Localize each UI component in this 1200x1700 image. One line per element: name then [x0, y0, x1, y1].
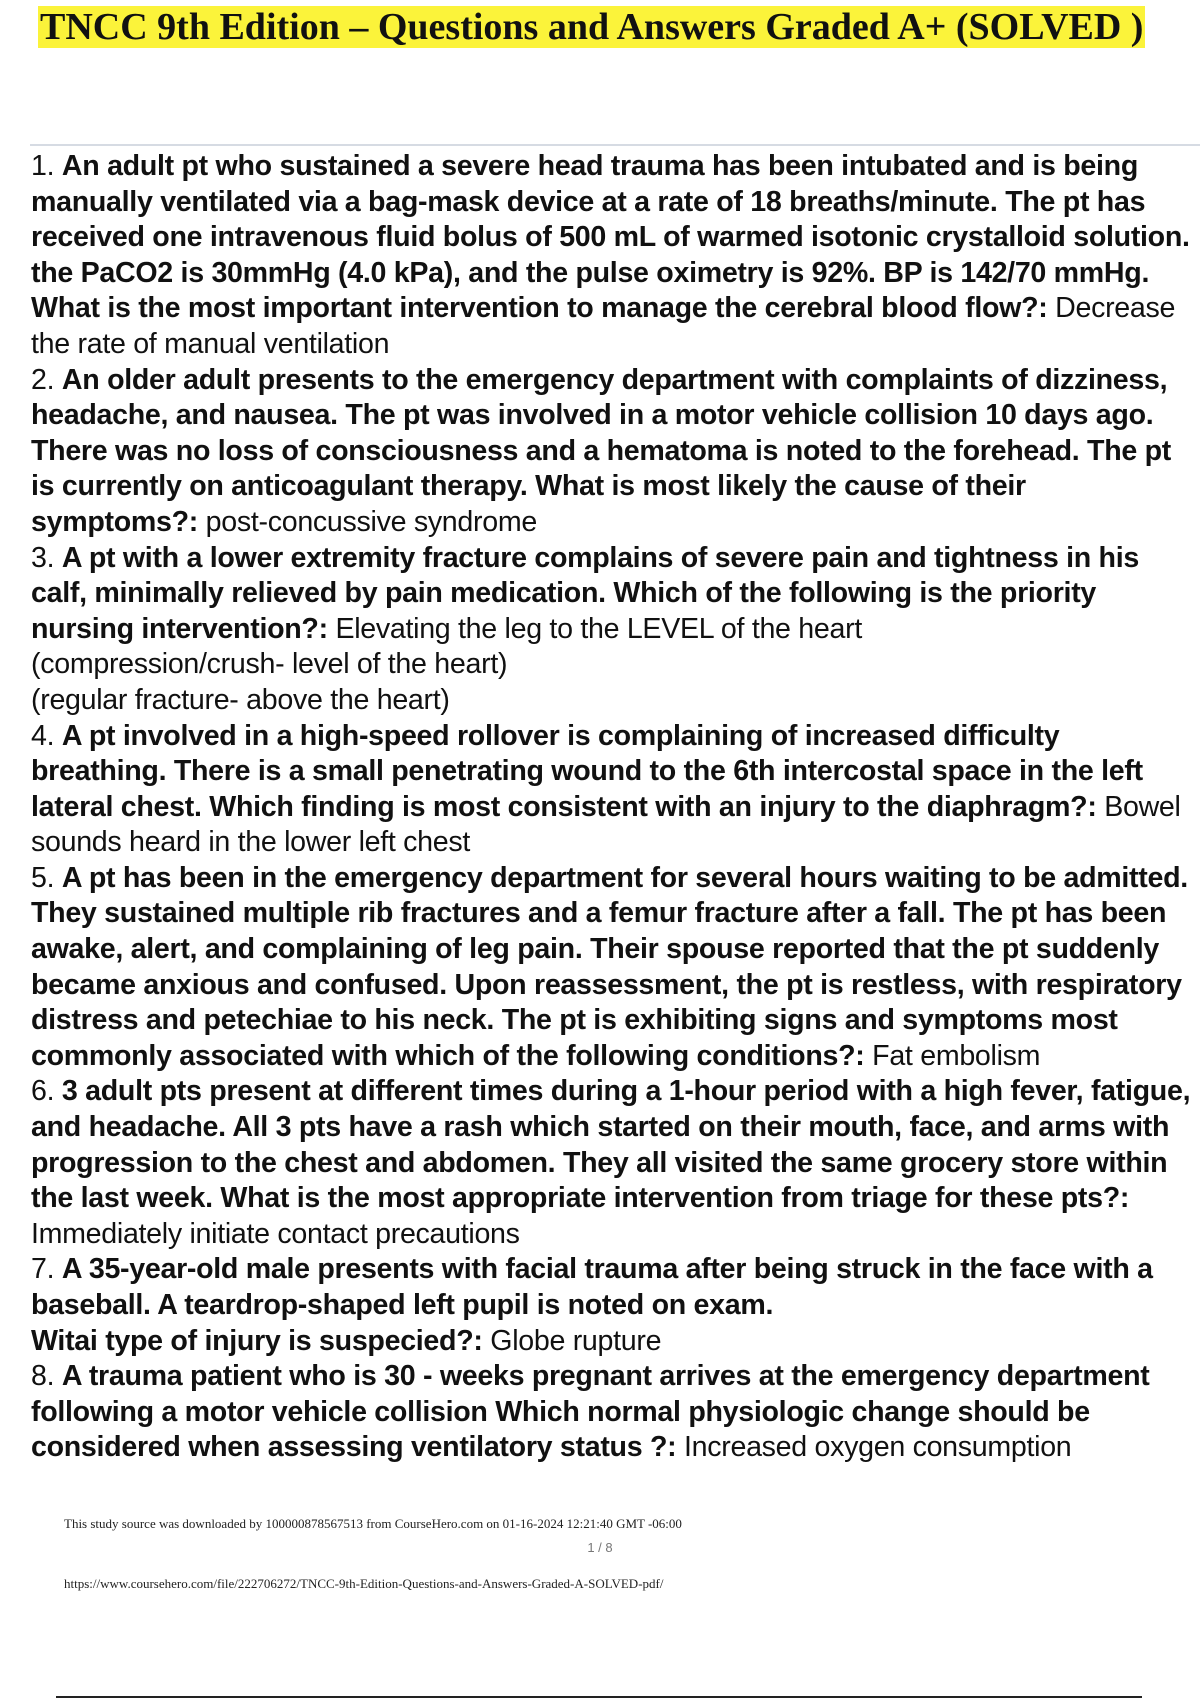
qa-question: An adult pt who sustained a severe head trauma has been intubated and is being manually ventilated via a bag-mask device at a rate of 18 breaths/minute. The pt has received one intravenous fluid bolus of 500 mL of warmed isotonic crystalloid solution. the PaCO2 is 30mmHg (4.0 kPa), and the pulse oximetry is 92%. BP is 142/70 mmHg. What is the most important intervention to manage the cerebral blood flow?: [31, 150, 1198, 325]
qa-number: 3. [31, 541, 55, 574]
qa-item-1 [31, 149, 1200, 363]
qa-answer: Globe rupture [490, 1324, 662, 1357]
qa-answer: Elevating the leg to the LEVEL of the heart (compression/crush- level of the heart) (regular fracture- above the heart) [31, 612, 862, 716]
document-title-text: TNCC 9th Edition – Questions and Answers Graded A+ (SOLVED ) [40, 6, 1144, 48]
qa-question: 3 adult pts present at different times during a 1-hour period with a high fever, fatigue, and headache. All 3 pts have a rash which started on their mouth, face, and arms with progression to the chest and abdomen. They all visited the same grocery store within the last week. What is the most appropriate intervention from triage for these pts?: [31, 1075, 1198, 1215]
qa-number: 6. [31, 1075, 55, 1108]
qa-answer: post-concussive syndrome [205, 505, 537, 538]
qa-item-7 [31, 1252, 1200, 1359]
qa-item-6 [31, 1074, 1200, 1252]
qa-question: A trauma patient who is 30 - weeks pregnant arrives at the emergency department following a motor vehicle collision Which normal physiologic change should be considered when assessing ventilatory status ?: [31, 1360, 1158, 1464]
qa-list [31, 149, 1200, 1466]
qa-question: A pt involved in a high-speed rollover is complaining of increased difficulty breathing. There is a small penetrating wound to the 6th intercostal space in the left lateral chest. Which finding is most consistent with an injury to the diaphragm?: [31, 719, 1151, 823]
qa-number: 4. [31, 719, 55, 752]
qa-item-5 [31, 861, 1200, 1075]
document-title [38, 6, 1198, 49]
download-notice: This study source was downloaded by 100000878567513 from CourseHero.com on 01-16-2024 12:21:40 GMT -06:00 [64, 1516, 682, 1531]
qa-question: A 35-year-old male presents with facial trauma after being struck in the face with a baseball. A teardrop-shaped left pupil is noted on exam. Witai type of injury is suspecied?: [31, 1253, 1153, 1357]
page-bottom-rule [56, 1696, 1142, 1698]
qa-number: 5. [31, 861, 55, 894]
qa-answer: Bowel sounds heard in the lower left chest [31, 790, 1189, 859]
qa-number: 1. [31, 150, 55, 182]
qa-question: A pt has been in the emergency department for several hours waiting to be admitted. They sustained multiple rib fractures and a femur fracture after a fall. The pt has been awake, alert, and complaining of leg pain. Their spouse reported that the pt suddenly became anxious and confused. Upon reassessment, the pt is restless, with respiratory distress and petechiae to his neck. The pt is exhibiting signs and symptoms most commonly associated with which of the following conditions?: [31, 861, 1196, 1072]
qa-item-4 [31, 719, 1200, 861]
source-url: https://www.coursehero.com/file/222706272/TNCC-9th-Edition-Questions-and-Answers-Graded-A-SOLVED-pdf/ [64, 1576, 664, 1591]
qa-answer: Fat embolism [872, 1039, 1041, 1072]
page-indicator: 1 / 8 [587, 1540, 613, 1555]
qa-number: 7. [31, 1253, 55, 1286]
qa-number: 8. [31, 1360, 55, 1393]
qa-item-8 [31, 1359, 1200, 1466]
qa-question: An older adult presents to the emergency department with complaints of dizziness, headache, and nausea. The pt was involved in a motor vehicle collision 10 days ago. There was no loss of consciousness and a hematoma is noted to the forehead. The pt is currently on anticoagulant therapy. What is most likely the cause of their symptoms?: [31, 363, 1179, 538]
qa-number: 2. [31, 363, 55, 396]
qa-answer: Immediately initiate contact precautions [31, 1217, 520, 1250]
qa-answer: Increased oxygen consumption [684, 1431, 1072, 1464]
qa-item-2 [31, 363, 1200, 541]
qa-item-3 [31, 541, 1200, 719]
qa-question: A pt with a lower extremity fracture complains of severe pain and tightness in his calf, minimally relieved by pain medication. Which of the following is the priority nursing intervention?: [31, 541, 1147, 645]
qa-answer: Decrease the rate of manual ventilation [31, 292, 1183, 360]
title-divider [30, 144, 1200, 146]
